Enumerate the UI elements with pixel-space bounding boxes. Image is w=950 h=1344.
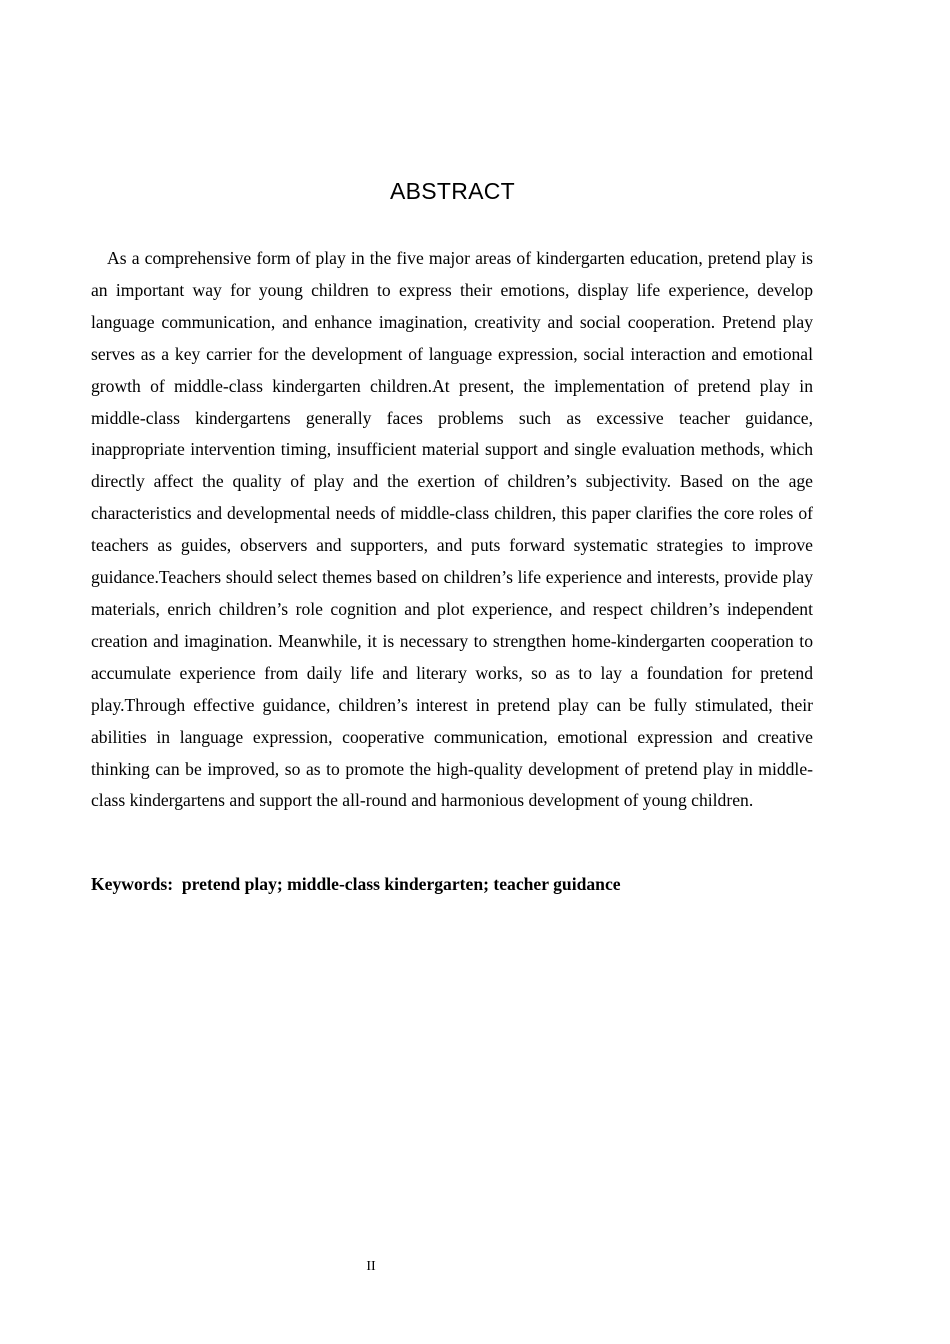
abstract-paragraph: As a comprehensive form of play in the five major areas of kindergarten education, pretend play is an important way for young children to express their emotions, display life experience, develop language communication, and enhance imagination, creativity and social cooperation. Pretend play serves as a key carrier for the development of language expression, social interaction and emotional growth of middle-class kindergarten children.At present, the implementation of pretend play in middle-class kindergartens generally faces problems such as excessive teacher guidance, inappropriate intervention timing, insufficient material support and single evaluation methods, which directly affect the quality of play and the exertion of children’s subjectivity. Based on the age characteristics and developmental needs of middle-class children, this paper clarifies the core roles of teachers as guides, observers and supporters, and puts forward systematic strategies to improve guidance.Teachers should select themes based on children’s life experience and interests, provide play materials, enrich children’s role cognition and plot experience, and respect children’s independent creation and imagination. Meanwhile, it is necessary to strengthen home-kindergarten cooperation to accumulate experience from daily life and literary works, so as to lay a foundation for pretend play.Through effective guidance, children’s interest in pretend play can be fully stimulated, their abilities in language expression, cooperative communication, emotional expression and creative thinking can be improved, so as to promote the high-quality development of pretend play in middle-class kindergartens and support the all-round and harmonious development of young children. (91, 248, 813, 811)
abstract-title: ABSTRACT (389, 178, 516, 204)
page-number: II (366, 1259, 376, 1274)
keywords-line: Keywords: pretend play; middle-class kindergarten; teacher guidance (91, 874, 621, 894)
